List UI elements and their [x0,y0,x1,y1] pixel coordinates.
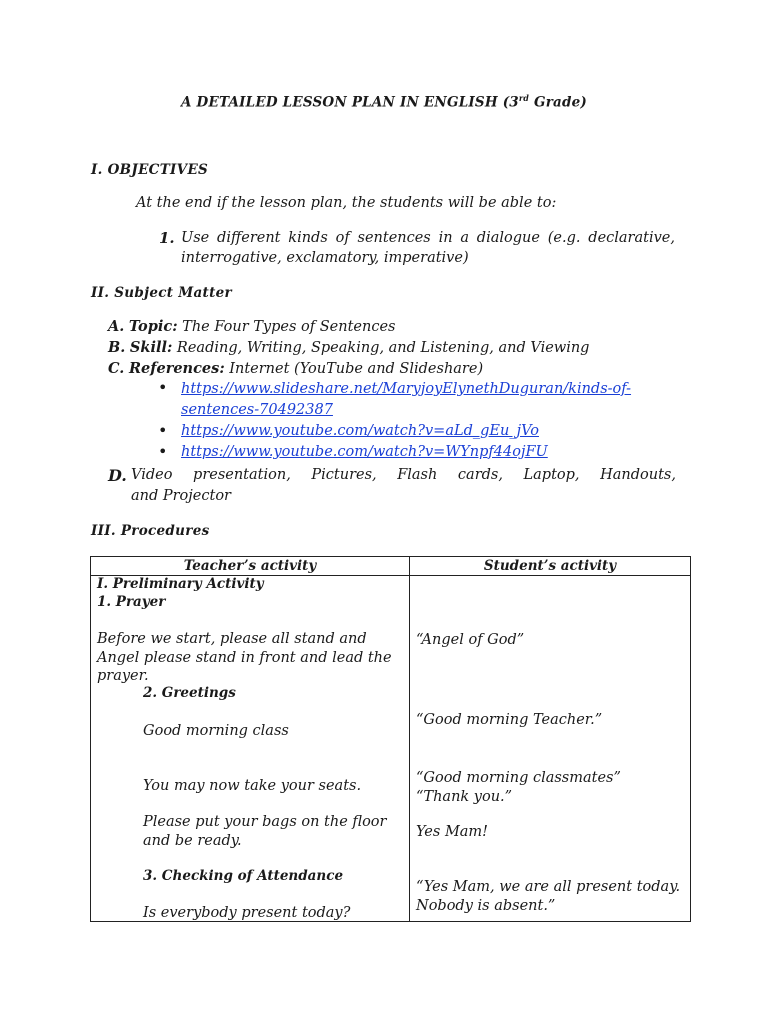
attendance-heading: 3. Checking of Attendance [143,868,344,884]
greetings-heading: 2. Greetings [143,685,236,701]
bags-teacher-line-2: and be ready. [143,833,242,849]
objective-number: 1. [159,229,175,247]
subject-matter-heading: II. Subject Matter [91,285,232,301]
bullet-icon: • [158,378,168,397]
objective-word: declarative, [588,230,675,246]
objective-word: sentences [357,230,431,246]
materials-letter: D. [108,466,127,485]
materials-word: Video [131,467,173,483]
objective-line-2: interrogative, exclamatory, imperative) [181,250,469,266]
bags-teacher-line-1: Please put your bags on the floor [143,814,387,830]
seats-teacher: You may now take your seats. [143,778,362,794]
procedures-table [90,556,691,922]
prayer-teacher-line-2: Angel please stand in front and lead the [97,650,392,666]
teacher-column-header: Teacher’s activity [183,558,317,574]
attendance-student-line-2: Nobody is absent.” [416,898,556,914]
seats-student-line-1: “Good morning classmates” [416,770,621,786]
reference-link-slideshare[interactable]: https://www.slideshare.net/MaryjoyElynethDuguran/kinds-of- [181,381,632,397]
reference-link-slideshare-cont[interactable]: sentences-70492387 [181,402,333,418]
materials-word: Flash [397,467,438,483]
table-column-divider [409,557,410,921]
prayer-heading: 1. Prayer [97,594,166,610]
prayer-student-response: “Angel of God” [416,632,525,648]
objectives-heading: I. OBJECTIVES [91,162,209,178]
objectives-intro: At the end if the lesson plan, the students will be able to: [136,195,557,211]
prayer-teacher-line-3: prayer. [97,668,149,684]
materials-word: Laptop, [523,467,580,483]
bullet-icon: • [158,421,168,440]
objective-word: kinds [288,230,328,246]
document-title: A DETAILED LESSON PLAN IN ENGLISH (3rd Grade) [180,93,588,111]
attendance-student-line-1: “Yes Mam, we are all present today. [416,879,681,895]
procedures-heading: III. Procedures [91,523,210,539]
reference-link-youtube-2[interactable]: https://www.youtube.com/watch?v=WYnpf44ojFU [181,444,548,460]
attendance-teacher: Is everybody present today? [143,905,351,921]
objective-word: different [217,230,281,246]
bullet-icon: • [158,442,168,461]
objective-line-1 [181,230,675,246]
objective-word: (e.g. [547,230,581,246]
objective-word: a [460,230,469,246]
prayer-teacher-line-1: Before we start, please all stand and [97,631,367,647]
bags-student: Yes Mam! [416,824,489,840]
greetings-student: “Good morning Teacher.” [416,712,603,728]
preliminary-activity-heading: I. Preliminary Activity [97,576,264,592]
references-row: C. References: Internet (YouTube and Slideshare) [108,360,484,377]
topic-row: A. Topic: The Four Types of Sentences [108,318,396,335]
skill-row: B. Skill: Reading, Writing, Speaking, and Listening, and Viewing [108,339,590,356]
objective-word: dialogue [476,230,540,246]
objective-word: in [438,230,453,246]
materials-word: Handouts, [600,467,676,483]
materials-line-1 [131,467,676,483]
objective-word: of [335,230,350,246]
materials-word: presentation, [193,467,291,483]
reference-link-youtube-1[interactable]: https://www.youtube.com/watch?v=aLd_gEu_jVo [181,423,539,439]
student-column-header: Student’s activity [483,558,617,574]
materials-word: cards, [457,467,503,483]
objective-word: Use [181,230,210,246]
seats-student-line-2: “Thank you.” [416,789,513,805]
greetings-teacher: Good morning class [143,723,289,739]
materials-word: Pictures, [311,467,377,483]
materials-line-2: and Projector [131,488,231,504]
